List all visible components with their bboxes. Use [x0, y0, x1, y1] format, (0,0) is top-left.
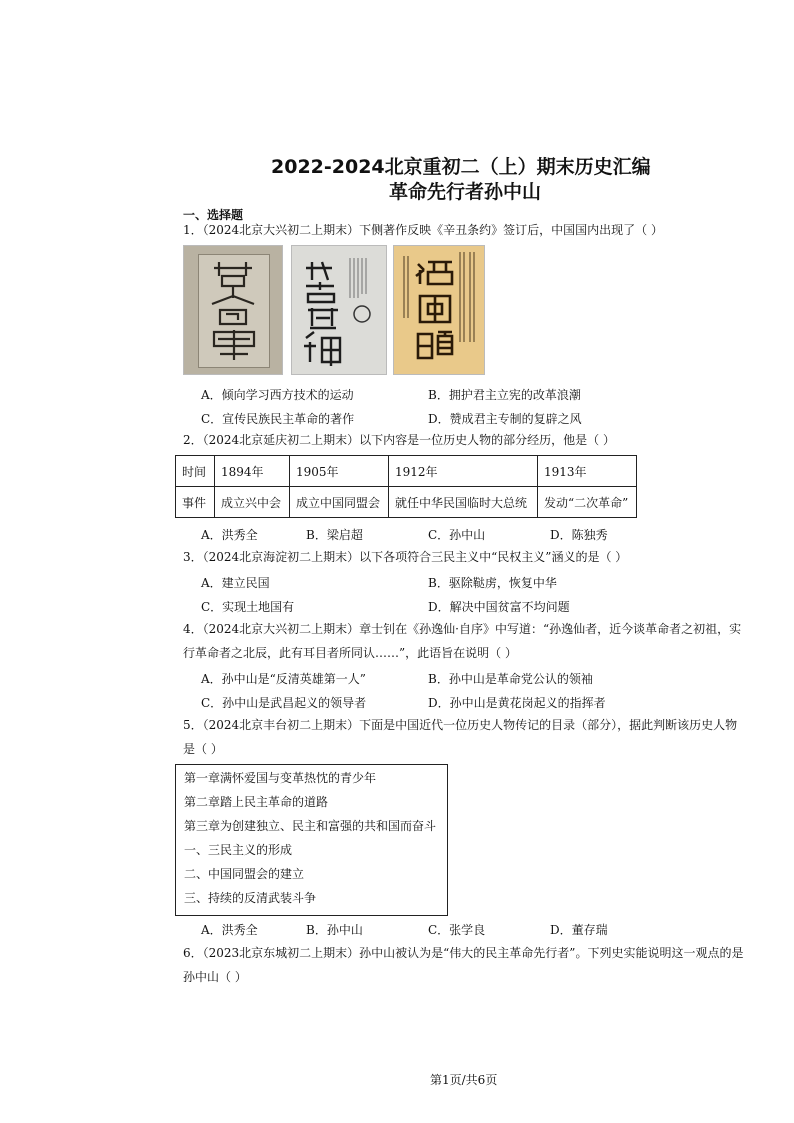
- q5-option-b[interactable]: B．孙中山: [306, 923, 363, 937]
- q5-option-a[interactable]: A．洪秀全: [201, 923, 258, 937]
- q1-stem: 1．（2024北京大兴初二上期末）下侧著作反映《辛丑条约》签订后，中国国内出现了（ ）: [183, 223, 663, 237]
- q6-stem-line2: 孙中山（ ）: [183, 970, 247, 984]
- doc-title-line2: 革命先行者孙中山: [389, 181, 542, 203]
- q2-stem: 2．（2024北京延庆初二上期末）以下内容是一位历史人物的部分经历，他是（ ）: [183, 433, 615, 447]
- q3-stem: 3．（2024北京海淀初二上期末）以下各项符合三民主义中“民权主义”涵义的是（ ）: [183, 550, 628, 564]
- q2-option-d[interactable]: D．陈独秀: [550, 528, 608, 542]
- q5-option-d[interactable]: D．董存瑞: [550, 923, 608, 937]
- table-row: [176, 487, 637, 518]
- q1-option-a[interactable]: A．倾向学习西方技术的运动: [201, 388, 354, 402]
- q4-option-b[interactable]: B．孙中山是革命党公认的领袖: [428, 672, 593, 686]
- section-heading: 一、选择题: [183, 208, 244, 222]
- q4-option-a[interactable]: A．孙中山是“反清英雄第一人”: [201, 672, 366, 686]
- q1-option-b[interactable]: B．拥护君主立宪的改革浪潮: [428, 388, 581, 402]
- table-cell: 成立中国同盟会: [290, 487, 389, 518]
- q2-option-a[interactable]: A．洪秀全: [201, 528, 258, 542]
- q5-stem-line2: 是（ ）: [183, 742, 223, 756]
- table-cell: 成立兴中会: [215, 487, 290, 518]
- q6-stem-line1: 6．（2023北京东城初二上期末）孙中山被认为是“伟大的民主革命先行者”。下列史实能说明这一观点的是: [183, 946, 744, 960]
- q1-image-meng-huitou: [393, 245, 485, 375]
- q1-image-geming-jun: [183, 245, 283, 375]
- table-row: [176, 456, 637, 487]
- q4-option-d[interactable]: D．孙中山是黄花岗起义的指挥者: [428, 696, 606, 710]
- list-item: 第三章为创建独立、民主和富强的共和国而奋斗: [184, 819, 437, 833]
- table-cell: 就任中华民国临时大总统: [389, 487, 538, 518]
- q3-option-c[interactable]: C．实现土地国有: [201, 600, 295, 614]
- q4-stem-line1: 4．（2024北京大兴初二上期末）章士钊在《孙逸仙·自序》中写道：“孙逸仙者，近今谈革命者之初祖，实: [183, 622, 742, 636]
- table-cell: 1905年: [290, 456, 389, 487]
- list-item: 第一章满怀爱国与变革热忱的青少年: [184, 771, 377, 785]
- table-cell: 发动“二次革命”: [538, 487, 637, 518]
- q4-option-c[interactable]: C．孙中山是武昌起义的领导者: [201, 696, 367, 710]
- q5-option-c[interactable]: C．张学良: [428, 923, 486, 937]
- q5-stem-line1: 5．（2024北京丰台初二上期末）下面是中国近代一位历史人物传记的目录（部分），据此判断该历史人物: [183, 718, 738, 732]
- q5-toc-box: [175, 764, 448, 916]
- list-item: 一、三民主义的形成: [184, 843, 293, 857]
- list-item: 二、中国同盟会的建立: [184, 867, 305, 881]
- table-cell: 1912年: [389, 456, 538, 487]
- q2-option-b[interactable]: B．梁启超: [306, 528, 363, 542]
- q2-option-c[interactable]: C．孙中山: [428, 528, 486, 542]
- q2-table: [175, 455, 637, 518]
- q1-image-jingshi-zhong: [291, 245, 387, 375]
- q4-stem-line2: 行革命者之北辰，此有耳目者所同认……”，此语旨在说明（ ）: [183, 646, 517, 660]
- q1-option-d[interactable]: D．赞成君主专制的复辟之风: [428, 412, 582, 426]
- table-cell: 1913年: [538, 456, 637, 487]
- table-cell: 时间: [176, 456, 215, 487]
- page-number: 第1页/共6页: [430, 1073, 498, 1087]
- table-cell: 事件: [176, 487, 215, 518]
- table-cell: 1894年: [215, 456, 290, 487]
- q3-option-b[interactable]: B．驱除鞑虏，恢复中华: [428, 576, 557, 590]
- q1-option-c[interactable]: C．宣传民族民主革命的著作: [201, 412, 355, 426]
- q3-option-a[interactable]: A．建立民国: [201, 576, 270, 590]
- list-item: 三、持续的反清武装斗争: [184, 891, 317, 905]
- list-item: 第二章踏上民主革命的道路: [184, 795, 329, 809]
- doc-title-line1: 2022-2024北京重初二（上）期末历史汇编: [271, 156, 651, 178]
- q3-option-d[interactable]: D．解决中国贫富不均问题: [428, 600, 570, 614]
